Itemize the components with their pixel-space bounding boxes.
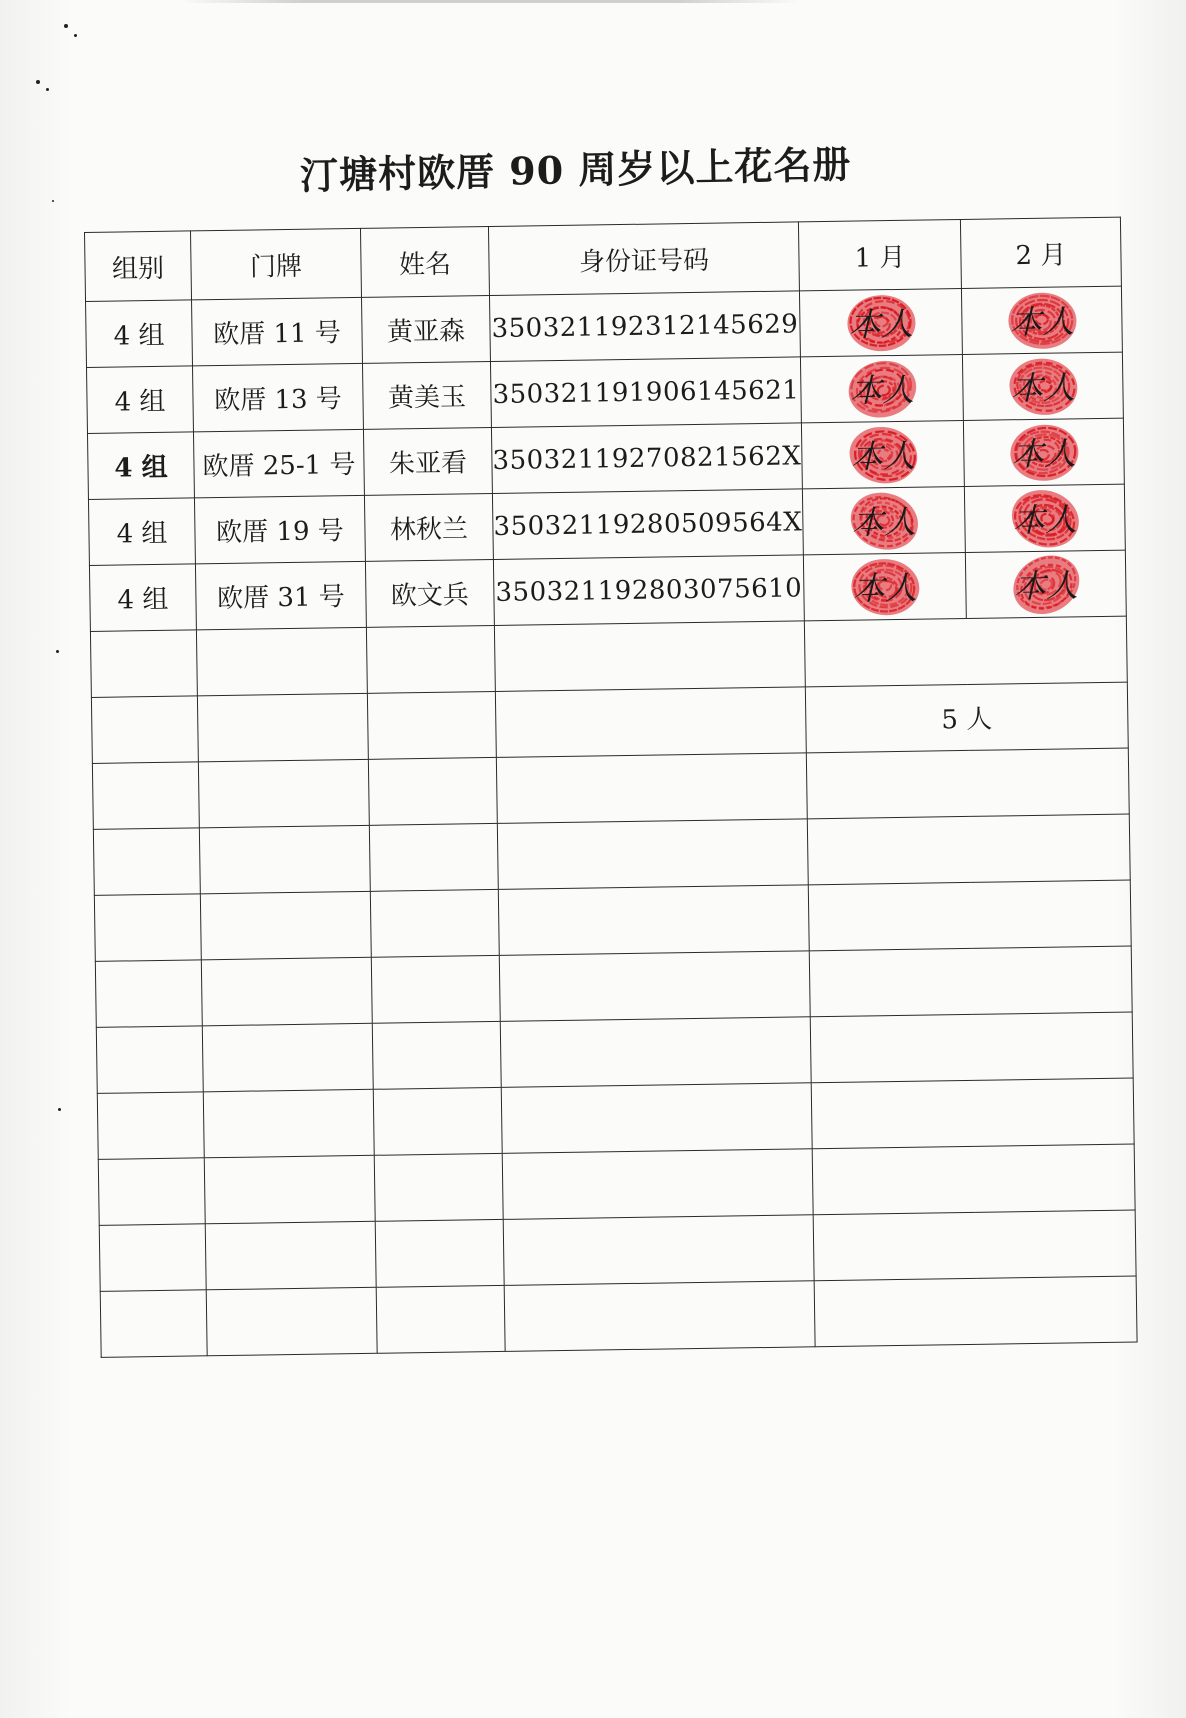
cell-month-2 — [965, 550, 1126, 618]
empty-cell — [368, 757, 497, 825]
empty-cell — [812, 1144, 1135, 1215]
cell-month-1 — [803, 552, 966, 620]
empty-cell — [199, 825, 370, 894]
empty-cell — [373, 1087, 502, 1155]
signature-text: 本人 — [1012, 499, 1078, 539]
paper-speck — [36, 80, 40, 84]
cell-name: 黄美玉 — [362, 361, 491, 429]
empty-cell — [92, 762, 199, 830]
empty-cell — [503, 1215, 814, 1286]
empty-cell — [197, 693, 368, 762]
signature-text: 本人 — [850, 436, 916, 476]
cell-name: 黄亚森 — [362, 295, 491, 363]
empty-cell — [96, 1026, 203, 1094]
empty-cell — [502, 1149, 813, 1220]
signature-text: 本人 — [1009, 301, 1075, 341]
signature-text: 本人 — [851, 502, 917, 542]
empty-cell — [374, 1153, 503, 1221]
empty-cell — [367, 691, 496, 759]
empty-cell — [98, 1158, 205, 1226]
empty-cell — [809, 946, 1132, 1017]
paper-speck — [64, 24, 68, 28]
cell-month-2 — [961, 286, 1122, 354]
empty-cell — [206, 1287, 377, 1356]
empty-cell — [200, 891, 371, 960]
empty-cell — [205, 1221, 376, 1290]
empty-cell — [804, 616, 1127, 687]
cell-group: 4 组 — [89, 564, 196, 632]
signature-text: 本人 — [1013, 565, 1079, 605]
header-month-1: 1 月 — [798, 219, 961, 290]
signature-text: 本人 — [848, 304, 914, 344]
cell-door: 欧厝 13 号 — [192, 363, 363, 432]
cell-group: 4 组 — [87, 366, 194, 434]
empty-row — [100, 1276, 1137, 1357]
empty-cell — [501, 1083, 812, 1154]
cell-month-1 — [802, 486, 965, 554]
cell-id: 350321192803075610 — [493, 555, 804, 626]
empty-cell — [95, 960, 202, 1028]
empty-cell — [495, 687, 806, 758]
cell-month-1 — [800, 354, 963, 422]
paper-speck — [58, 1108, 61, 1111]
cell-door: 欧厝 19 号 — [194, 495, 365, 564]
cell-name: 朱亚看 — [363, 427, 492, 495]
cell-month-2 — [962, 352, 1123, 420]
empty-cell — [196, 627, 367, 696]
empty-cell — [372, 1021, 501, 1089]
empty-cell — [369, 823, 498, 891]
paper-speck — [74, 34, 77, 37]
cell-month-2 — [964, 484, 1125, 552]
cell-group: 4 组 — [87, 432, 194, 500]
empty-cell — [807, 814, 1130, 885]
empty-cell — [202, 1023, 373, 1092]
page-title: 汀塘村欧厝 90 周岁以上花名册 — [299, 141, 852, 198]
empty-cell — [814, 1276, 1137, 1347]
paper-speck — [56, 650, 59, 653]
empty-cell — [504, 1281, 815, 1352]
cell-door: 欧厝 11 号 — [192, 297, 363, 366]
cell-group: 4 组 — [86, 300, 193, 368]
header-name: 姓名 — [360, 226, 489, 297]
empty-cell — [94, 894, 201, 962]
empty-cell — [813, 1210, 1136, 1281]
cell-door: 欧厝 25-1 号 — [193, 429, 364, 498]
cell-id: 35032119280509564X — [492, 489, 803, 560]
empty-cell — [90, 630, 197, 698]
empty-cell — [366, 625, 495, 693]
roster-sheet — [84, 217, 1136, 1304]
cell-name: 欧文兵 — [365, 559, 494, 627]
empty-cell — [500, 1017, 811, 1088]
empty-cell — [811, 1078, 1134, 1149]
signature-text: 本人 — [849, 370, 915, 410]
header-group: 组别 — [85, 231, 192, 302]
cell-month-1 — [799, 288, 962, 356]
page-edge-line — [180, 0, 800, 3]
empty-cell — [370, 889, 499, 957]
header-door: 门牌 — [190, 228, 361, 300]
cell-id: 35032119270821562X — [491, 423, 802, 494]
paper-speck — [46, 88, 49, 91]
empty-cell — [204, 1155, 375, 1224]
cell-id: 350321192312145629 — [489, 291, 800, 362]
cell-name: 林秋兰 — [364, 493, 493, 561]
empty-cell — [99, 1224, 206, 1292]
paper-speck — [52, 200, 54, 202]
empty-cell — [100, 1290, 207, 1358]
signature-text: 本人 — [1011, 433, 1077, 473]
empty-cell — [91, 696, 198, 764]
empty-cell — [97, 1092, 204, 1160]
empty-cell — [806, 748, 1129, 819]
header-month-2: 2 月 — [960, 217, 1121, 288]
empty-cell — [375, 1219, 504, 1287]
empty-cell — [201, 957, 372, 1026]
cell-door: 欧厝 31 号 — [195, 561, 366, 630]
empty-cell — [371, 955, 500, 1023]
signature-text: 本人 — [1010, 367, 1076, 407]
roster-table — [84, 217, 1138, 1358]
cell-month-2 — [963, 418, 1124, 486]
empty-cell — [494, 621, 805, 692]
empty-cell — [203, 1089, 374, 1158]
cell-month-1 — [801, 420, 964, 488]
empty-cell — [496, 753, 807, 824]
empty-cell — [93, 828, 200, 896]
signature-text: 本人 — [852, 568, 918, 608]
empty-cell — [497, 819, 808, 890]
cell-id: 350321191906145621 — [490, 357, 801, 428]
empty-cell — [810, 1012, 1133, 1083]
empty-cell — [376, 1285, 505, 1353]
empty-cell — [499, 951, 810, 1022]
header-id: 身份证号码 — [488, 222, 799, 296]
cell-group: 4 组 — [88, 498, 195, 566]
total-count: 5 人 — [805, 682, 1128, 753]
empty-cell — [808, 880, 1131, 951]
empty-cell — [498, 885, 809, 956]
table-body — [86, 286, 1138, 1357]
empty-cell — [198, 759, 369, 828]
